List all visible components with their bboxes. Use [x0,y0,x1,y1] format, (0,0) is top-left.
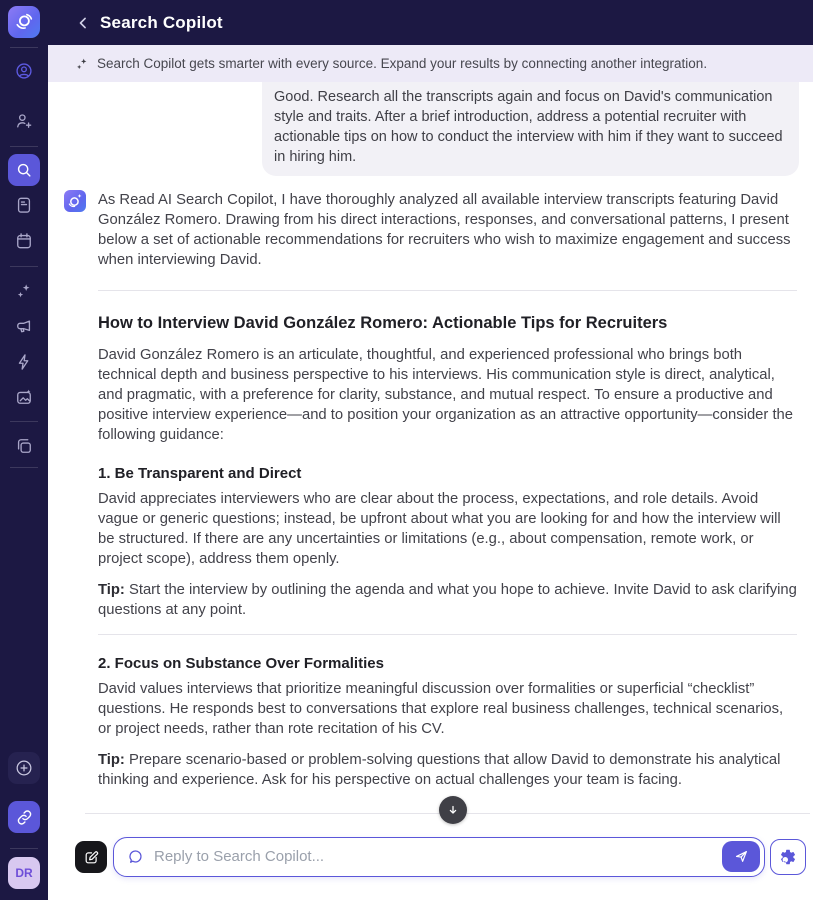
sidebar-divider [10,467,38,468]
scroll-to-bottom-button[interactable] [439,796,467,824]
compose-icon [83,849,100,866]
sidebar [0,0,48,900]
reply-input[interactable] [154,839,624,874]
new-chat-button[interactable] [75,841,107,873]
sidebar-divider [10,47,38,48]
send-icon [733,848,750,865]
section-tip [98,750,797,790]
sidebar-divider [10,421,38,422]
section-heading: 2. Focus on Substance Over Formalities [98,655,384,672]
section-heading: 1. Be Transparent and Direct [98,465,302,482]
read-ai-logo-icon [12,10,36,34]
sparkles-icon [14,281,34,301]
copy-icon [14,436,34,456]
section-body: David appreciates interviewers who are clear about the process, expectations, and role details. Avoid vague or generic questions; instead, be upfront about what you are looking for and how the interview will be structured. If there are any uncertainties or limitations (e.g., about compensation, remote work, or project scope), address them openly. [98,491,781,567]
chat-bubble-icon [127,848,145,866]
sidebar-item-add-person[interactable] [8,105,40,137]
sidebar-divider [10,146,38,147]
tip-text: Prepare scenario-based or problem-solving questions that allow David to demonstrate his analytical thinking and experience. Ask for his perspective on actual challenges your team is facing. [98,752,781,788]
notebook-icon [14,195,34,215]
divider [98,634,797,635]
user-circle-icon [14,61,34,81]
sidebar-item-workspaces[interactable] [8,430,40,462]
article-title: How to Interview David González Romero: Actionable Tips for Recruiters [98,314,668,332]
back-button[interactable] [70,10,96,36]
composer-bar [48,813,813,900]
reply-field-container [113,837,765,877]
sidebar-item-search[interactable] [8,154,40,186]
user-message-text: Good. Research all the transcripts again and focus on David's communication style and traits. After a brief introduction, address a potential recruiter with actionable tips on how to conduct the interview with him if they want to succeed in hiring him. [274,89,783,165]
assistant-content [98,190,797,790]
article-lead: David González Romero is an articulate, thoughtful, and experienced professional who brings both technical depth and business perspective to his interviews. His communication style is direct, analytical, and pragmatic, with a preference for clarity, substance, and mutual respect. To ensure a productive and positive interview experience—and to position your organization as an attractive opportunity—consider the following guidance: [98,347,794,443]
tip-text: Start the interview by outlining the agenda and what you hope to achieve. Invite David to ask clarifying questions at any point. [98,582,797,618]
arrow-down-icon [446,803,460,817]
chat-scroll-area[interactable] [48,82,813,813]
chevron-left-icon [73,13,93,33]
section-tip [98,580,797,620]
link-icon [15,808,34,827]
divider [98,290,797,291]
sidebar-item-add-new[interactable] [8,752,40,784]
section-body: David values interviews that prioritize meaningful discussion over formalities or superficial “checklist” questions. He responds best to conversations that explore real business challenges, technical scenarios, or project needs, rather than rote recitation of his CV. [98,681,784,737]
gear-icon [779,848,797,866]
page-title: Search Copilot [100,12,223,32]
banner-text: Search Copilot gets smarter with every source. Expand your results by connecting another integration. [97,56,708,71]
assistant-intro: As Read AI Search Copilot, I have thoroughly analyzed all available interview transcripts featuring David González Romero. Drawing from his direct interactions, responses, and conversational patterns, I present below a set of actionable recommendations for recruiters who wish to maximize engagement and success when interviewing David. [98,192,791,268]
tip-label: Tip: [98,752,125,768]
sidebar-item-media[interactable] [8,381,40,413]
user-avatar[interactable]: DR [8,857,40,889]
app-logo[interactable] [8,6,40,38]
sidebar-item-automations[interactable] [8,346,40,378]
sparkles-icon [74,56,90,72]
search-icon [14,160,34,180]
tip-label: Tip: [98,582,125,598]
read-ai-logo-icon [66,192,84,210]
calendar-icon [14,231,34,251]
plus-circle-icon [14,758,34,778]
megaphone-icon [14,316,34,336]
sidebar-item-integrations[interactable] [8,801,40,833]
header [48,0,813,45]
sidebar-divider [10,848,38,849]
assistant-avatar [64,190,86,212]
article-section-2 [98,654,797,790]
sidebar-item-announcements[interactable] [8,310,40,342]
sidebar-divider [10,266,38,267]
promo-banner [48,45,813,82]
user-message-bubble [262,82,799,176]
sidebar-item-notes[interactable] [8,189,40,221]
send-button[interactable] [722,841,760,872]
image-sparkle-icon [14,387,34,407]
user-plus-icon [14,111,34,131]
settings-button[interactable] [770,839,806,875]
assistant-message [64,190,797,790]
sidebar-item-sparkles[interactable] [8,275,40,307]
sidebar-item-calendar[interactable] [8,225,40,257]
article-section-1 [98,464,797,620]
lightning-icon [14,352,34,372]
sidebar-item-profile[interactable] [8,55,40,87]
